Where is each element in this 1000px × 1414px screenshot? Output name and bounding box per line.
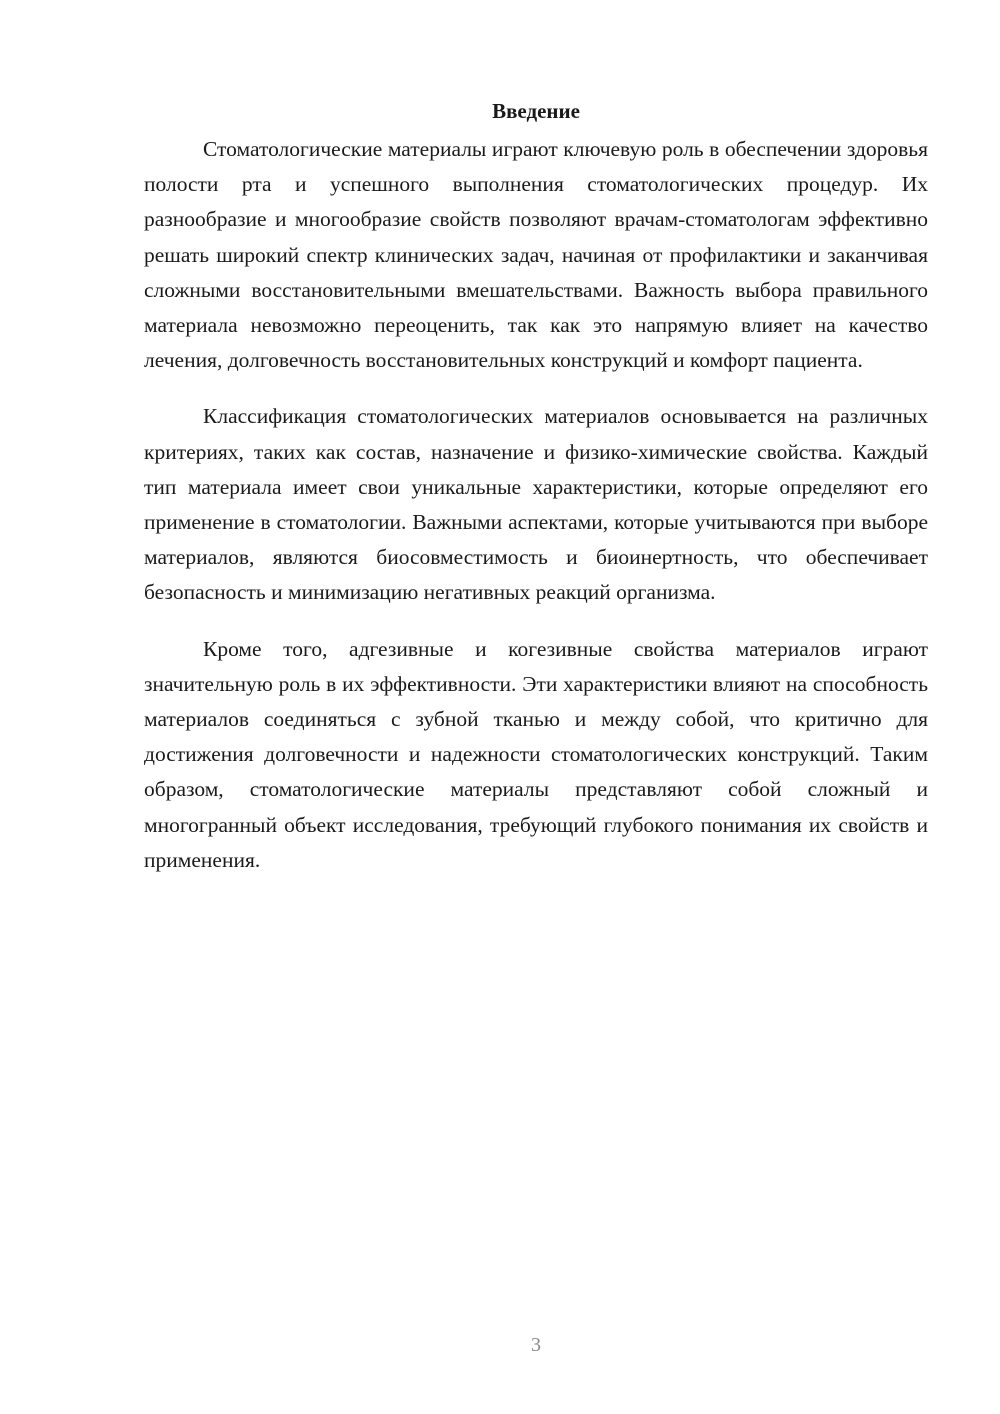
paragraph-2: Классификация стоматологических материалов основывается на различных критериях, таких как состав, назначение и физико-химические свойства. Каждый тип материала имеет свои уникальные характеристики, которые определяют его применение в стоматологии. Важными аспектами, которые учитываются при выборе материалов, являются биосовместимость и биоинертность, что обеспечивает безопасность и минимизацию негативных реакций организма.: [144, 404, 928, 605]
page-number: 3: [531, 1334, 541, 1356]
page-content: [144, 96, 928, 899]
paragraph-1: Стоматологические материалы играют ключевую роль в обеспечении здоровья полости рта и успешного выполнения стоматологических процедур. Их разнообразие и многообразие свойств позволяют врачам-стоматологам эффективно решать широкий спектр клинических задач, начиная от профилактики и заканчивая сложными восстановительными вмешательствами. Важность выбора правильного материала невозможно переоценить, так как это напрямую влияет на качество лечения, долговечность восстановительных конструкций и комфорт пациента.: [144, 137, 928, 373]
section-heading: Введение: [492, 99, 580, 123]
paragraph-3: Кроме того, адгезивные и когезивные свойства материалов играют значительную роль в их эффективности. Эти характеристики влияют на способность материалов соединяться с зубной тканью и между собой, что критично для достижения долговечности и надежности стоматологических конструкций. Таким образом, стоматологические материалы представляют собой сложный и многогранный объект исследования, требующий глубокого понимания их свойств и применения.: [144, 636, 928, 872]
